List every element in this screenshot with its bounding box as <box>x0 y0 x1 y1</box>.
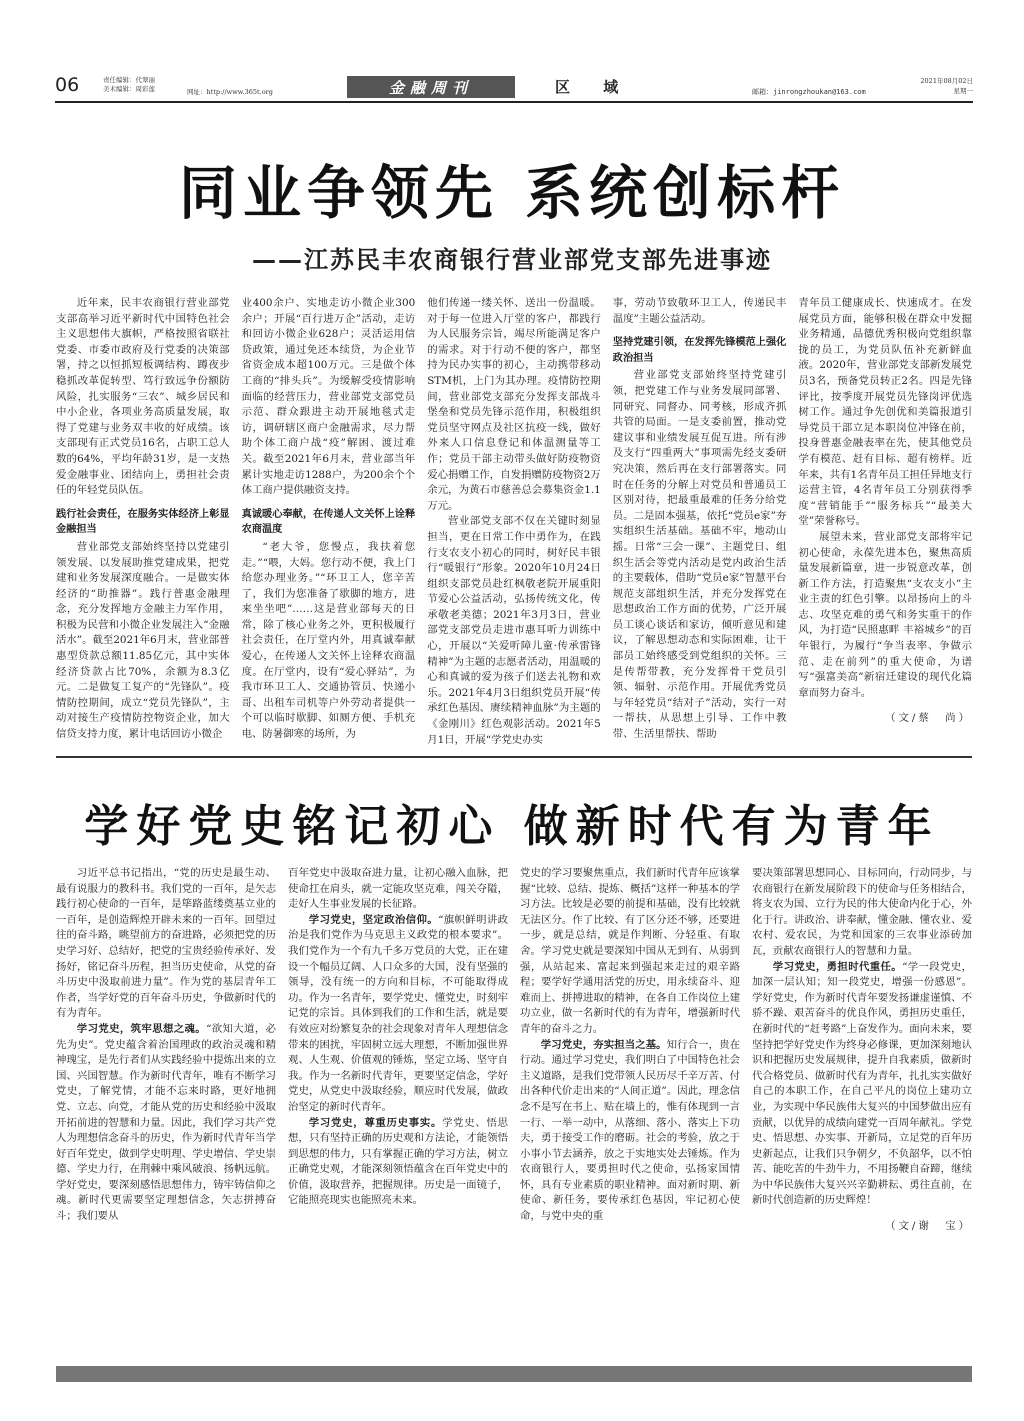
date: 2021年08月02日 <box>920 77 973 85</box>
email[interactable]: 邮箱：jinrongzhoukan@163.com <box>752 88 866 96</box>
text-column <box>798 296 972 736</box>
section-heading: 践行社会责任，在服务实体经济上彰显金融担当 <box>56 508 230 536</box>
paragraph <box>520 1038 740 1225</box>
paragraph-lead: 学习党史，夯实担当之基。 <box>540 1038 667 1051</box>
text-column <box>288 866 508 1396</box>
paragraph: 要决策部署思想同心、目标同向，行动同步，与农商银行在新发展阶段下的使命与任务相结合，将支农为国、立行为民的伟大使命内化于心，外化于行。讲政治、讲奉献，懂金融、懂农业、爱农村、爱农民，为党和国家的三农事业添砖加瓦，贡献农商银行人的智慧和力量。 <box>752 867 972 957</box>
paragraph <box>288 1116 508 1210</box>
paragraph <box>56 1022 276 1225</box>
paragraph-lead: 学习党史，尊重历史事实。 <box>308 1116 443 1129</box>
page-header <box>55 74 973 104</box>
paragraph: 业400余户、实地走访小微企业300余户；开展“百行进万企”活动，走访和回访小微企业628户；灵活运用信贷政策，通过免还本续贷，为企业节省资金成本超100万元。三是做个体工商的“排头兵”。为缓解受疫情影响面临的经营压力，营业部党支部党员示范、群众跟进主动开展地毯式走访，调研辖区商户金融需求，尽力帮助个体工商户战“疫”解困、渡过难关。截至2021年6月末，营业部当年累计实地走访1288户，为200余个个体工商户提供融资支持。 <box>241 297 416 497</box>
section-name: 区 域 <box>555 78 633 96</box>
article1-subtitle: ——江苏民丰农商银行营业部党支部先进事迹 <box>252 246 772 274</box>
section-heading: 真诚暖心奉献，在传递人文关怀上诠释农商温度 <box>241 508 416 536</box>
paragraph: 展望未来，营业部党支部将牢记初心使命，永葆先进本色，聚焦高质量发展新篇章，进一步锐意改革，创新工作方法，打造聚焦“支农支小”主业主责的红色引擎。以昂扬向上的斗志、攻坚克难的勇气和务实重干的作风，为打造“民照惠畔 丰裕城乡”的百年银行，为履行“争当表率、争做示范、走在前列”的重大使命，为谱写“强富美高”新宿迁建设的现代化篇章而努力奋斗。 <box>798 530 972 699</box>
header-rule <box>55 101 973 103</box>
paragraph: 百年党史中汲取奋进力量，让初心融入血脉，把使命扛在肩头，就一定能攻坚克难，闯关夺隘，走好人生事业发展的长征路。 <box>288 867 508 911</box>
text-column <box>56 296 230 741</box>
text-column <box>427 296 601 746</box>
text-column <box>612 296 787 741</box>
editor: 责任编辑：代翠丽 <box>103 76 155 84</box>
article2-title: 学好党史铭记初心 做新时代有为青年 <box>84 801 940 852</box>
paragraph <box>752 960 972 1210</box>
paragraph: 近年来，民丰农商银行营业部党支部高举习近平新时代中国特色社会主义思想伟大旗帜，严格按照省联社党委、市委市政府及行党委的决策部署，持之以恒抓短板调结构、蹲夜步稳抓改革促转型、笃行致远争份额防风险，扎实服务“三农”、城乡居民和中小企业，各项业务高质量发展，取得了党建与业务双丰收的好成绩。该支部现有正式党员16名，占职工总人数的64%，平均年龄31岁，是一支热爱金融事业、团结向上，勇担社会责任的年轻党员队伍。 <box>56 297 230 497</box>
paragraph: 营业部党支部始终坚持党建引领，把党建工作与业务发展同部署、同研究、同督办、同考核，形成齐抓共管的局面。一是支委前置，推动党建议事和业绩发展互促互进。所有涉及支行“四重两大”事项需先经支委研究决策，然后再在支行部署落实。同时在任务的分解上对党员和普通员工区别对待，把最重最难的任务分给党员。二是固本强基，依托“党员e家”夯实组织生活基础。基础不牢，地动山摇。日常“三会一课”、主题党日、组织生活会等党内活动是党内政治生活的主要载体，借助“党员e家”智慧平台规范支部组织生活，并充分发挥党在思想政治工作方面的优势，广泛开展员工谈心谈话和家访，倾听意见和建议，了解思想动态和实际困难，让干部员工始终感受到党组织的关怀。三是传帮带教，充分发挥骨干党员引领、辐射、示范作用。开展优秀党员与年轻党员“结对子”活动，实行一对一帮扶，从思想上引导、工作中教带、生活里帮扶、帮助 <box>612 369 787 741</box>
paragraph: 青年员工健康成长、快速成才。在发展党员方面，能够积极在群众中发掘业务精通，品德优秀积极向党组织靠拢的员工，为党员队伍补充新鲜血液。2020年，营业部党支部新发展党员3名，预备党员转正2名。四是先锋评比，按季度开展党员先锋岗评优选树工作。通过争先创优和美篇报道引导党员干部立足本职岗位冲锋在前，投身普惠金融表率在先，使其他党员学有模范、赶有目标、超有榜样。近年来，共有1名青年员工担任异地支行运营主管，4名青年员工分别获得季度“营销能手”“服务标兵”“最美大堂”荣誉称号。 <box>798 297 972 528</box>
paragraph-text: “学一段党史，加深一层认知；知一段党史，增强一份感恩”。学好党史，作为新时代青年要发扬谦虚谨慎、不骄不躁、艰苦奋斗的优良作风，勇担历史重任，在新时代的“赶考路”上奋发作为。面向未来，要坚持把学好党史作为终身必修课，更加深刻地认识和把握历史发展规律，提升自我素质，做新时代合格党员、做新时代有为青年，扎扎实实做好自己的本职工作，在自己平凡的岗位上建功立业，为实现中华民族伟大复兴的中国梦做出应有贡献，以优异的成绩向建党一百周年献礼。学党史、悟思想、办实事、开新局，立足党的百年历史新起点，让我们只争朝夕，不负韶华，以不怕苦、能吃苦的牛劲牛力，不用扬鞭自奋蹄，继续为中华民族伟大复兴兴辛勤耕耘、勇往直前，在新时代创造新的历史辉煌！ <box>752 960 973 1207</box>
article2-body <box>56 866 972 1396</box>
paragraph-lead: 学习党史，坚定政治信仰。 <box>308 913 439 926</box>
paragraph-text: “旗帜鲜明讲政治是我们党作为马克思主义政党的根本要求”。我们党作为一个有九千多万党员的大党，正在建设一个幅员辽阔、人口众多的大国，没有坚强的领导，没有统一的方向和目标，不可能取得成功。作为一名青年，要学党史、懂党史，时刻牢记党的宗旨。具体到我们的工作和生活，就是要有效应对纷繁复杂的社会现象对青年人理想信念带来的困扰，牢固树立远大理想，不断加强世界观、人生观、价值观的锤炼，坚定立场、坚守自我。作为一名新时代青年，更要坚定信念，学好党史，从党史中汲取经验，顺应时代发展，做政治坚定的新时代青年。 <box>288 913 509 1113</box>
paragraph-lead: 学习党史，筑牢思想之魂。 <box>76 1022 207 1035</box>
website[interactable]: 网址：http://www.365t.org <box>187 88 273 96</box>
paragraph: 事，劳动节致敬环卫工人，传递民丰温度”主题公益活动。 <box>612 297 787 325</box>
issue-date <box>920 76 973 96</box>
paragraph-text: “欲知大道，必先为史”。党史蕴含着治国理政的政治灵魂和精神瑰宝，是先行者们从实践经验中提炼出来的立国、兴国智慧。作为新时代青年，唯有不断学习党史，了解党情，才能不忘来时路，更好地拥党、立志、向党，才能从党的历史和经验中汲取开拓前进的智慧和力量。因此，我们学习共产党人为理想信念奋斗的历史，作为新时代青年当学好百年党史，做到学史明理、学史增信、学史崇德、学史力行，在荆棘中乘风破浪、扬帆远航。学好党史，要深刻感悟思想伟力，铸牢铸信仰之魂。新时代更需要坚定理想信念，矢志拼搏奋斗；我们要从 <box>56 1022 277 1223</box>
paragraph-text: 学党史、悟思想，只有坚持正确的历史观和方法论，才能领悟到思想的伟力，只有掌握正确的学习方法，树立正确党史观，才能深刻领悟蕴含在百年党史中的价值，汲取营养，把握规律。历史是一面镜子，它能照亮现实也能照亮未来。 <box>288 1116 509 1207</box>
paragraph: “老大爷，您慢点，我扶着您走。”“喂，大妈。您行动不便，我上门给您办理业务。”“环卫工人，您辛苦了，我们为您准备了歇脚的地方，进来坐坐吧”……这是营业部每天的日常，除了核心业务之外，更积极履行社会责任，在厅堂内外，用真诚奉献爱心，在传递人文关怀上诠释农商温度。在厅堂内，设有“爱心驿站”，为我市环卫工人、交通协管员、快递小哥、出租车司机等户外劳动者提供一个可以临时歇脚、如厕方便、手机充电、防暑御寒的场所，为 <box>241 540 416 741</box>
text-column <box>520 866 740 1396</box>
masthead-logo: 金融周刊 <box>347 76 515 98</box>
article1-title: 同业争领先 系统创标杆 <box>178 159 846 227</box>
page-number: 06 <box>55 74 80 96</box>
byline: （文/谢 宝） <box>885 1220 972 1233</box>
text-column <box>241 296 416 741</box>
paragraph: 营业部党支部不仅在关键时刻显担当，更在日常工作中勇作为，在践行支农支小初心的同时，树好民丰银行“暖银行”形象。2020年10月24日组织支部党员赴红枫敬老院开展重阳节爱心公益活动，弘扬传统文化，传承敬老美德；2021年3月3日，营业部党支部党员走进市惠耳听力训练中心，开展以“关爱听障儿童·传承雷锋精神”为主题的志愿者活动，用温暖的心和真诚的爱为孩子们送去礼物和欢乐。2021年4月3日组织党员开展“传承红色基因、赓续精神血脉”为主题的《金刚川》红色观影活动。2021年5月1日，开展“学党史办实 <box>427 515 601 746</box>
text-column <box>752 866 972 1396</box>
paragraph-text: 知行合一，贵在行动。通过学习党史，我们明白了中国特色社会主义道路，是我们党带领人民历尽千辛万苦、付出各种代价走出来的“人间正道”。因此，理念信念不是写在书上、贴在墙上的，惟有体现到一言一行、一举一动中，从落细、落小、落实上下功夫，勇于接受工作的磨砺。社会的考验，放之于小事小节去涵养，放之于实地实处去锤炼。作为农商银行人，要勇担时代之使命，弘扬家国情怀，具有专业素质的职业精神。面对新时期、新使命、新任务，要传承红色基因，牢记初心使命，与党中央的重 <box>520 1038 740 1223</box>
article1-body <box>56 296 972 746</box>
paragraph <box>288 913 508 1116</box>
paragraph: 习近平总书记指出，“党的历史是最生动、最有说服力的教科书。我们党的一百年，是矢志践行初心使命的一百年，是筚路蓝缕奠基立业的一百年，是创造辉煌开辟未来的一百年。回望过往的奋斗路，眺望前方的奋进路，必须把党的历史学习好、总结好，把党的宝贵经验传承好、发扬好，铭记奋斗历程，担当历史使命，从党的奋斗历史中汲取前进力量”。作为党的基层青年工作者，当学好党的百年奋斗历史，争做新时代的有为青年。 <box>56 867 276 1020</box>
paragraph: 营业部党支部始终坚持以党建引领发展、以发展助推党建成果，把党建和业务发展深度融合。一是做实体经济的“助推器”。践行普惠金融理念，充分发挥地方金融主力军作用，积极为民营和小微企业发展注入“金融活水”。截至2021年6月末，营业部普惠型贷款总额11.85亿元，其中实体经济贷款占比70%，余额为8.3亿元。二是做复工复产的“先锋队”。疫情防控期间，成立“党员先锋队”，主动对接生产疫情防控物资企业，加大信贷支持力度，累计电话回访小微企 <box>56 540 230 741</box>
text-column <box>56 866 276 1396</box>
section-heading: 坚持党建引领，在发挥先锋模范上强化政治担当 <box>612 337 787 364</box>
weekday: 星期一 <box>953 87 973 95</box>
footer-band <box>56 1366 972 1382</box>
art-editor: 美术编辑：周彩莲 <box>103 85 155 93</box>
editor-credits <box>103 76 155 94</box>
paragraph-lead: 学习党史，勇担时代重任。 <box>772 960 903 973</box>
byline: （文/蔡 尚） <box>885 712 972 725</box>
paragraph: 党史的学习要聚焦重点，我们新时代青年应该掌握“比较、总结、提炼、概括”这样一种基本的学习方法。比较是必要的前提和基础，没有比较就无法区分。作了比较、有了区分还不够，还要进一步，就是总结，就是作判断、分轻重、有取舍。学习党史就是要深知中国从无到有、从弱到强，从站起来、富起来到强起来走过的艰辛路程；要学好学通用活党的历史，用永续奋斗、迎难而上、拼搏进取的精神，在各自工作岗位上建功立业，做一名新时代的有为青年，增强新时代青年的奋斗之力。 <box>520 867 740 1035</box>
paragraph: 他们传递一缕关怀、送出一份温暖。对于每一位进入厅堂的客户，都践行为人民服务宗旨，竭尽所能满足客户的需求。对于行动不便的客户，都坚持为民办实事的初心，主动携带移动STM机，上门为其办理。疫情防控期间，营业部党支部充分发挥支部战斗堡垒和党员先锋示范作用，积极组织党员坚守网点及社区抗疫一线，做好外来人口信息登记和体温测量等工作；党员干部主动带头做好防疫物资爱心捐赠工作，自发捐赠防疫物资2万余元，为黄石市慈善总会募集资金1.1万元。 <box>427 297 601 512</box>
article-divider <box>56 756 972 758</box>
